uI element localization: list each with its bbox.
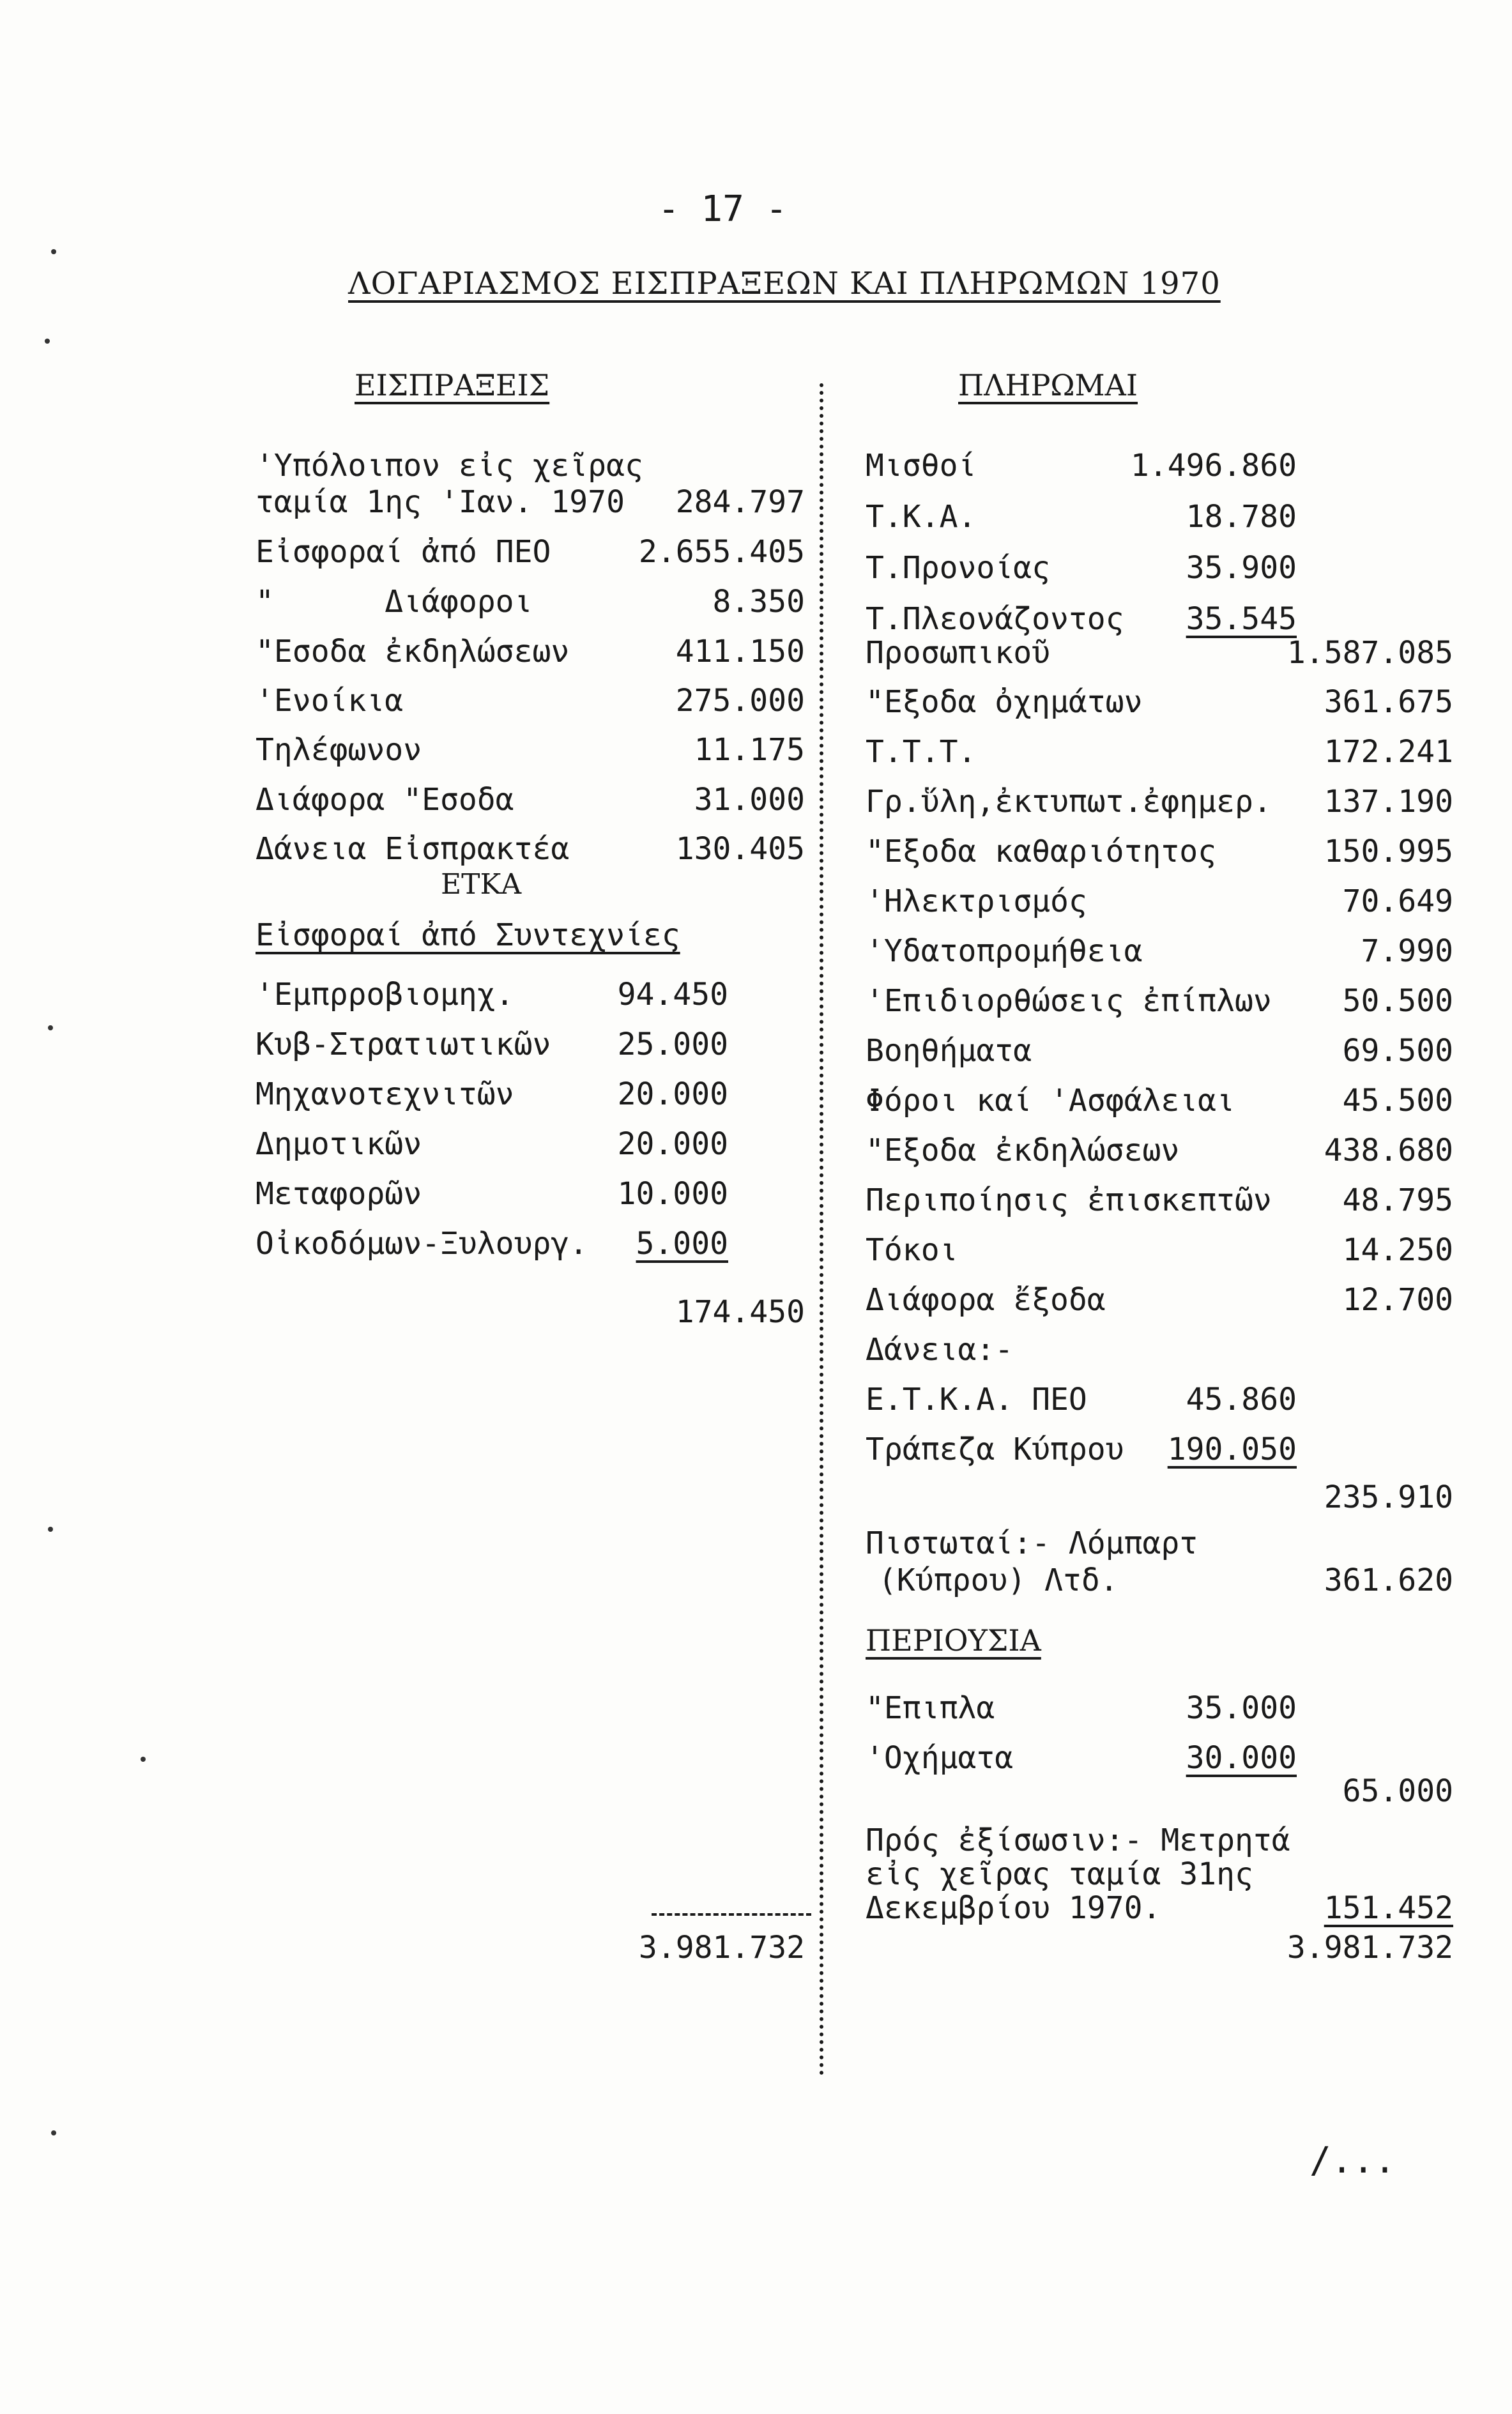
receipt-label: Εἰσφοραί ἀπό ΠΕΟ [256, 534, 551, 570]
creditors-amount: 361.620 [1324, 1562, 1453, 1598]
union-label: Κυβ-Στρατιωτικῶν [256, 1027, 551, 1062]
receipts-grand-total: 3.981.732 [638, 1930, 805, 1966]
scan-speck [45, 339, 50, 344]
property-label: 'Οχήματα [866, 1740, 1014, 1776]
union-label: Μηχανοτεχνιτῶν [256, 1076, 514, 1112]
loan-label: Ε.Τ.Κ.Α. ΠΕΟ [866, 1382, 1087, 1417]
payment-total: 1.587.085 [1287, 635, 1453, 671]
payment-label: 'Επιδιορθώσεις ἐπίπλων [866, 983, 1272, 1019]
payment-amount: 361.675 [1324, 684, 1453, 720]
loan-amount: 190.050 [1167, 1432, 1297, 1467]
payment-amount: 1.496.860 [1130, 448, 1297, 484]
loan-label: Τράπεζα Κύπρου [866, 1432, 1124, 1467]
receipt-label: Δάνεια Εἰσπρακτέα [256, 831, 570, 867]
union-label: Οἰκοδόμων-Ξυλουργ. [256, 1226, 588, 1262]
receipt-amount: 2.655.405 [638, 534, 805, 570]
receipt-amount: 130.405 [675, 831, 805, 867]
union-label: 'Εμπρροβιομηχ. [256, 977, 514, 1012]
creditors-label: Πιστωταί:- Λόμπαρτ [866, 1525, 1198, 1561]
union-amount: 20.000 [617, 1126, 728, 1162]
balance-amount: 151.452 [1324, 1890, 1453, 1926]
loans-total: 235.910 [1324, 1479, 1453, 1515]
payment-label: "Εξοδα ὀχημάτων [866, 684, 1143, 720]
union-label: Μεταφορῶν [256, 1176, 422, 1212]
receipt-label: ταμία 1ης 'Ιαν. 1970 [256, 484, 625, 520]
balance-label: Πρός ἐξίσωσιν:- Μετρητά [866, 1822, 1290, 1858]
union-amount: 5.000 [636, 1226, 728, 1262]
payment-amount: 7.990 [1361, 933, 1453, 969]
loan-amount: 45.860 [1186, 1382, 1297, 1417]
receipt-label: ΕΤΚΑ [441, 868, 522, 901]
receipt-amount: 284.797 [675, 484, 805, 520]
payments-grand-total: 3.981.732 [1287, 1930, 1453, 1966]
property-label: "Επιπλα [866, 1690, 995, 1726]
scan-speck [51, 2130, 56, 2135]
payment-amount: 69.500 [1342, 1033, 1453, 1069]
page-number: - 17 - [658, 188, 788, 230]
scan-speck [48, 1527, 53, 1532]
scan-speck [141, 1757, 146, 1762]
payment-label: "Εξοδα καθαριότητος [866, 834, 1217, 869]
receipts-heading: ΕΙΣΠΡΑΞΕΙΣ [355, 368, 550, 402]
balance-label: Δεκεμβρίου 1970. [866, 1890, 1161, 1926]
receipt-label: Διάφορα "Εσοδα [256, 782, 514, 818]
payment-amount: 35.900 [1186, 550, 1297, 586]
payment-amount: 172.241 [1324, 734, 1453, 770]
receipt-amount: 8.350 [712, 584, 805, 620]
column-divider [820, 383, 823, 2076]
union-amount: 20.000 [617, 1076, 728, 1112]
payment-label: 'Ηλεκτρισμός [866, 883, 1087, 919]
receipt-label: "Εσοδα ἐκδηλώσεων [256, 634, 570, 669]
payment-label: Φόροι καί 'Ασφάλειαι [866, 1083, 1235, 1119]
payments-heading: ΠΛΗΡΩΜΑΙ [958, 368, 1138, 402]
loans-heading: Δάνεια:- [866, 1332, 1014, 1368]
receipt-amount: 11.175 [694, 732, 805, 768]
payment-amount: 48.795 [1342, 1182, 1453, 1218]
payment-amount: 50.500 [1342, 983, 1453, 1019]
property-amount: 35.000 [1186, 1690, 1297, 1726]
receipt-amount: 275.000 [675, 683, 805, 719]
scan-speck [48, 1025, 53, 1030]
property-amount: 30.000 [1186, 1740, 1297, 1776]
union-amount: 94.450 [617, 977, 728, 1012]
payment-label: Τόκοι [866, 1232, 958, 1268]
union-total: 174.450 [675, 1294, 805, 1330]
payment-label: 'Υδατοπρομήθεια [866, 933, 1143, 969]
payment-amount: 18.780 [1186, 499, 1297, 535]
total-rule [652, 1913, 811, 1916]
payment-label: Γρ.ὕλη,ἐκτυπωτ.ἐφημερ. [866, 784, 1272, 820]
payment-label: Τ.Πλεονάζοντος [866, 601, 1124, 637]
payment-amount: 12.700 [1342, 1282, 1453, 1318]
payment-amount: 438.680 [1324, 1133, 1453, 1168]
scan-speck [51, 249, 56, 254]
payment-label: Προσωπικοῦ [866, 635, 1050, 671]
payment-label: "Εξοδα ἐκδηλώσεων [866, 1133, 1180, 1168]
payment-amount: 35.545 [1186, 601, 1297, 637]
payment-amount: 14.250 [1342, 1232, 1453, 1268]
receipt-label: 'Ενοίκια [256, 683, 404, 719]
balance-label: εἰς χεῖρας ταμία 31ης [866, 1856, 1253, 1892]
union-label: Δημοτικῶν [256, 1126, 422, 1162]
property-total: 65.000 [1342, 1773, 1453, 1809]
payment-label: Περιποίησις ἐπισκεπτῶν [866, 1182, 1272, 1218]
payment-label: Τ.Τ.Τ. [866, 734, 977, 770]
payment-label: Διάφορα ἔξοδα [866, 1282, 1106, 1318]
creditors-label: (Κύπρου) Λτδ. [878, 1562, 1119, 1598]
property-heading: ΠΕΡΙΟΥΣΙΑ [866, 1623, 1041, 1658]
union-heading: Εἰσφοραί ἀπό Συντεχνίες [256, 917, 680, 953]
union-amount: 25.000 [617, 1027, 728, 1062]
payment-amount: 45.500 [1342, 1083, 1453, 1119]
receipt-amount: 411.150 [675, 634, 805, 669]
payment-label: Τ.Προνοίας [866, 550, 1050, 586]
payment-amount: 150.995 [1324, 834, 1453, 869]
payment-label: Τ.Κ.Α. [866, 499, 977, 535]
payment-amount: 137.190 [1324, 784, 1453, 820]
payment-label: Βοηθήματα [866, 1033, 1032, 1069]
receipt-amount: 31.000 [694, 782, 805, 818]
receipt-label: Τηλέφωνον [256, 732, 422, 768]
payment-amount: 70.649 [1342, 883, 1453, 919]
receipt-label: 'Υπόλοιπον εἰς χεῖρας [256, 448, 643, 484]
page-title: ΛΟΓΑΡΙΑΣΜΟΣ ΕΙΣΠΡΑΞΕΩΝ ΚΑΙ ΠΛΗΡΩΜΩΝ 1970 [348, 266, 1221, 302]
payment-label: Μισθοί [866, 448, 977, 484]
union-amount: 10.000 [617, 1176, 728, 1212]
continuation-mark: /... [1310, 2140, 1396, 2181]
receipt-label: " Διάφοροι [256, 584, 533, 620]
